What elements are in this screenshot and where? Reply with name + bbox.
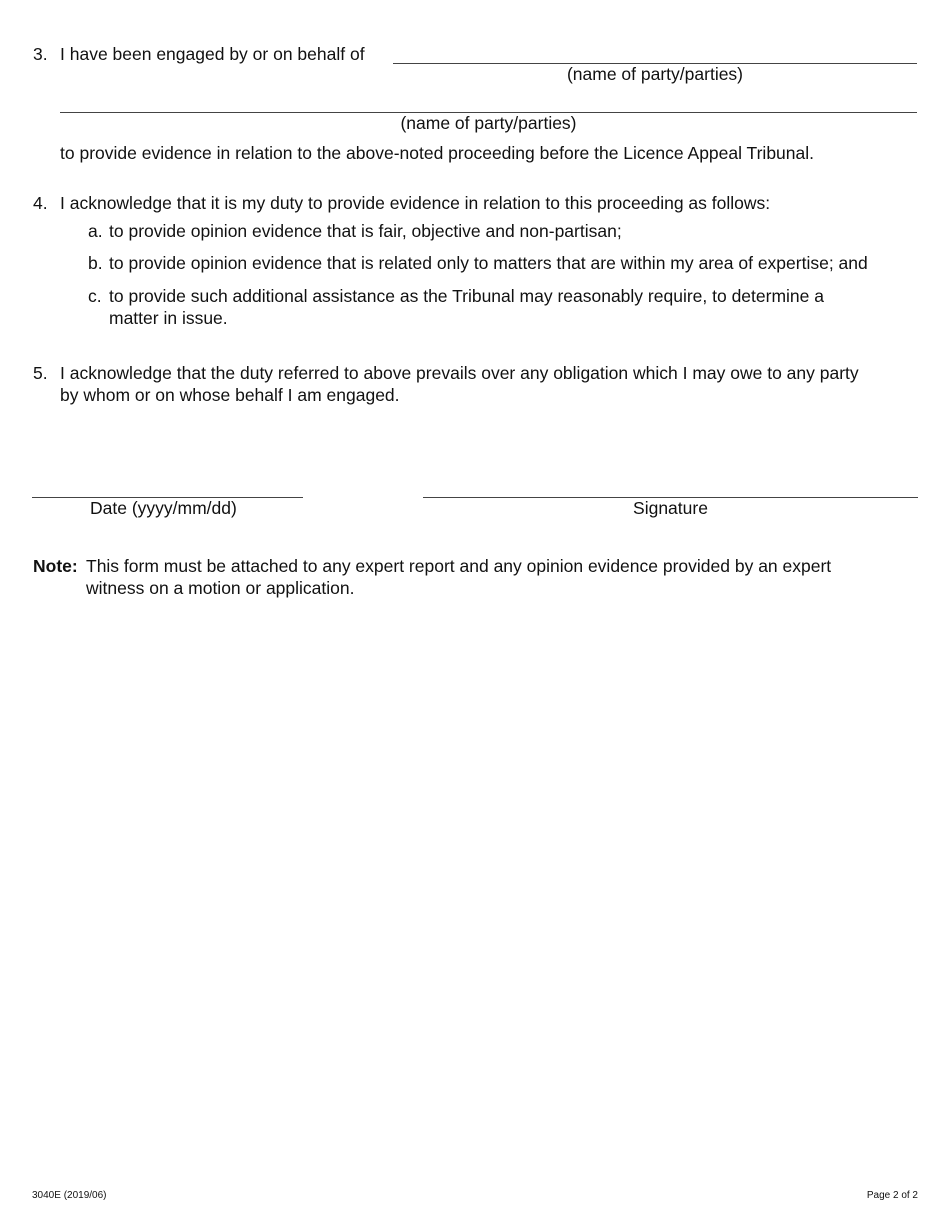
- form-id: 3040E (2019/06): [32, 1190, 107, 1201]
- item-4-text: I acknowledge that it is my duty to provide evidence in relation to this proceeding as follows:: [60, 193, 771, 213]
- item-4-sub-letter-b: b.: [88, 253, 103, 273]
- item-4-sub-text-b: to provide opinion evidence that is related only to matters that are within my area of expertise; and: [109, 253, 868, 273]
- item-4-number: 4.: [33, 193, 48, 213]
- item-4-sub-text-c-line1: to provide such additional assistance as the Tribunal may reasonably require, to determine a: [109, 286, 824, 306]
- item-3-number: 3.: [33, 44, 48, 64]
- item-4-sub-letter-a: a.: [88, 221, 103, 241]
- date-label: Date (yyyy/mm/dd): [90, 498, 237, 518]
- item-5-number: 5.: [33, 363, 48, 383]
- note-text-line1: This form must be attached to any expert report and any opinion evidence provided by an expert: [86, 556, 832, 576]
- party-name-caption-2: (name of party/parties): [400, 113, 577, 133]
- item-4-sub-text-c-line2: matter in issue.: [109, 308, 228, 328]
- item-4-sub-text-a: to provide opinion evidence that is fair, objective and non-partisan;: [109, 221, 622, 241]
- item-3-trailing-text: to provide evidence in relation to the above-noted proceeding before the Licence Appeal Tribunal.: [60, 143, 814, 163]
- page-number: Page 2 of 2: [866, 1190, 918, 1201]
- note-text-line2: witness on a motion or application.: [86, 578, 355, 598]
- party-name-caption-1: (name of party/parties): [566, 64, 744, 84]
- item-5-text-line2: by whom or on whose behalf I am engaged.: [60, 385, 400, 405]
- signature-label: Signature: [633, 498, 708, 518]
- item-3-lead-text: I have been engaged by or on behalf of: [60, 44, 365, 64]
- note-label: Note:: [33, 556, 78, 576]
- item-4-sub-letter-c: c.: [88, 286, 102, 306]
- item-5-text-line1: I acknowledge that the duty referred to above prevails over any obligation which I may owe to any party: [60, 363, 859, 383]
